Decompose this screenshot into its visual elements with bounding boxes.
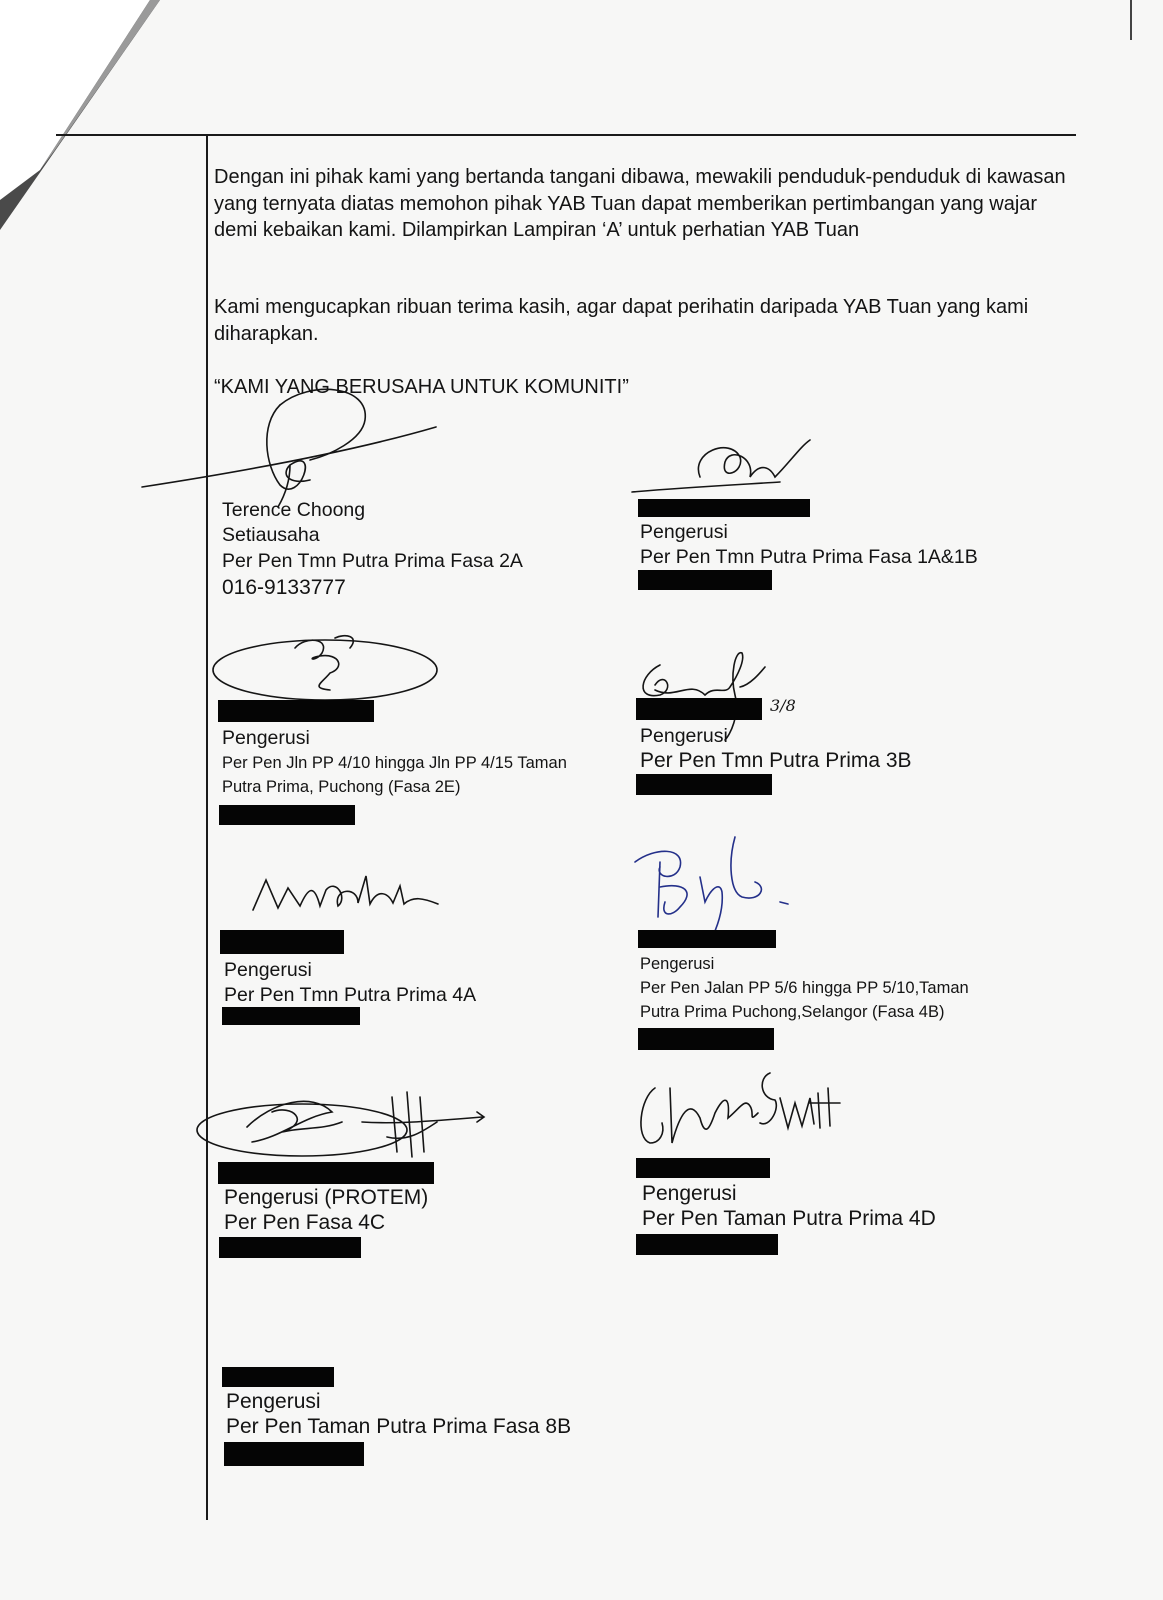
signature-3 bbox=[210, 628, 445, 708]
redaction-bar bbox=[224, 1442, 364, 1466]
redaction-bar bbox=[218, 1162, 434, 1184]
redaction-bar bbox=[636, 1158, 770, 1178]
signatory-org: Per Pen Fasa 4C bbox=[224, 1210, 386, 1234]
signature-5 bbox=[248, 868, 443, 918]
date-note: 3/8 bbox=[770, 696, 796, 715]
redaction-bar bbox=[219, 805, 355, 825]
margin-rule bbox=[206, 136, 208, 1520]
signatory-org: Per Pen Tmn Putra Prima 3B bbox=[640, 748, 912, 772]
redaction-bar bbox=[636, 774, 772, 795]
signature-2 bbox=[630, 432, 820, 502]
redaction-bar bbox=[222, 1007, 360, 1025]
signatory-role: Pengerusi bbox=[640, 521, 728, 543]
signatory-org: Per Pen Tmn Putra Prima 4A bbox=[224, 983, 477, 1006]
signatory-org-line-1: Per Pen Jalan PP 5/6 hingga PP 5/10,Taman bbox=[640, 979, 969, 997]
redaction-bar bbox=[638, 1028, 774, 1050]
folded-corner bbox=[0, 0, 170, 240]
signatory-org-line-2: Putra Prima, Puchong (Fasa 2E) bbox=[222, 777, 461, 796]
intro-paragraph: Dengan ini pihak kami yang bertanda tangani dibawa, mewakili penduduk-penduduk di kawasan yang ternyata diatas memohon pihak YAB Tuan dapat memberikan pertimbangan yang wajar demi kebaikan kami. Dilampirkan Lampiran ‘A’ untuk perhatian YAB Tuan bbox=[214, 166, 1066, 241]
signatory-org: Per Pen Tmn Putra Prima Fasa 2A bbox=[222, 550, 523, 572]
signatory-name: Terence Choong bbox=[222, 499, 366, 521]
redaction-bar bbox=[638, 570, 772, 590]
signatory-role: Pengerusi bbox=[224, 959, 312, 981]
redaction-bar bbox=[638, 499, 810, 517]
signatory-role: Pengerusi bbox=[226, 1390, 321, 1413]
signatory-9 bbox=[226, 1390, 571, 1439]
signatory-role: Pengerusi bbox=[640, 725, 728, 747]
redaction-bar bbox=[218, 700, 374, 722]
signatory-role: Pengerusi bbox=[642, 1182, 737, 1205]
signature-7 bbox=[192, 1082, 492, 1162]
motto: “KAMI YANG BERUSAHA UNTUK KOMUNITI” bbox=[214, 376, 629, 398]
header-rule bbox=[56, 134, 1076, 136]
signatory-5 bbox=[224, 958, 476, 1007]
signatory-1 bbox=[222, 498, 523, 600]
signatory-phone: 016-9133777 bbox=[222, 575, 346, 599]
signature-1 bbox=[140, 385, 440, 515]
signatory-org: Per Pen Tmn Putra Prima Fasa 1A&1B bbox=[640, 545, 978, 568]
signatory-org-line-2: Putra Prima Puchong,Selangor (Fasa 4B) bbox=[640, 1003, 945, 1021]
redaction-bar bbox=[222, 1367, 334, 1387]
signatory-3 bbox=[222, 726, 567, 799]
signatory-8 bbox=[642, 1182, 936, 1231]
signatory-role: Pengerusi bbox=[222, 727, 310, 749]
redaction-bar bbox=[636, 1234, 778, 1255]
redaction-bar bbox=[220, 930, 344, 954]
signatory-org: Per Pen Taman Putra Prima Fasa 8B bbox=[226, 1414, 572, 1438]
signatory-2 bbox=[640, 520, 978, 569]
redaction-bar bbox=[636, 698, 762, 720]
signatory-4 bbox=[640, 724, 912, 773]
signatory-org-line-1: Per Pen Jln PP 4/10 hingga Jln PP 4/15 Taman bbox=[222, 753, 567, 772]
signatory-role: Pengerusi bbox=[640, 955, 715, 973]
signatory-6 bbox=[640, 952, 969, 1024]
signature-8 bbox=[630, 1058, 845, 1158]
signatory-role: Setiausaha bbox=[222, 523, 320, 546]
page-edge bbox=[1130, 0, 1132, 40]
thanks-paragraph: Kami mengucapkan ribuan terima kasih, agar dapat perihatin daripada YAB Tuan yang kami diharapkan. bbox=[214, 296, 1029, 345]
signatory-org: Per Pen Taman Putra Prima 4D bbox=[642, 1206, 936, 1230]
redaction-bar bbox=[219, 1237, 361, 1258]
redaction-bar bbox=[638, 930, 776, 948]
signatory-role: Pengerusi (PROTEM) bbox=[224, 1186, 429, 1209]
signatory-7 bbox=[224, 1186, 428, 1235]
